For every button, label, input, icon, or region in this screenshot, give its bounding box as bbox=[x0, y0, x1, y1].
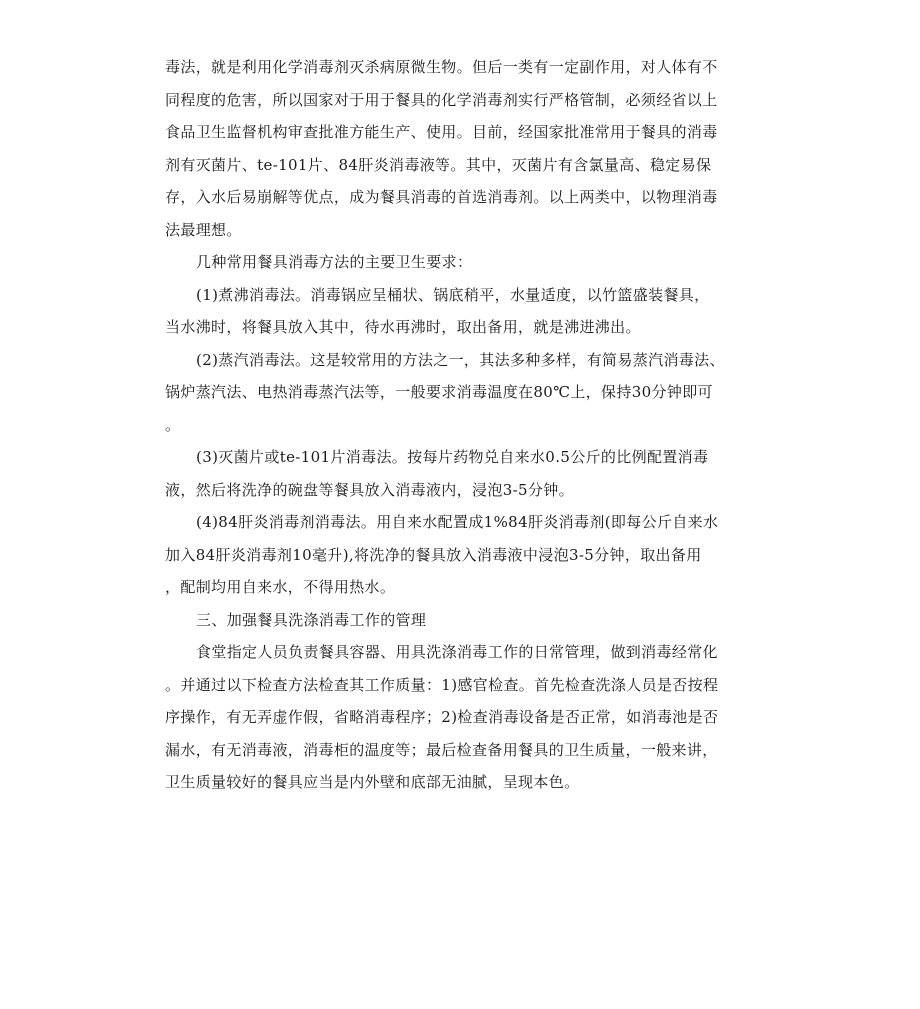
text-line: 液，然后将洗净的碗盘等餐具放入消毒液内，浸泡3-5分钟。 bbox=[165, 480, 574, 499]
text-line: 序操作，有无弄虚作假，省略消毒程序；2)检查消毒设备是否正常，如消毒池是否 bbox=[165, 708, 719, 726]
text-line: 。 bbox=[165, 415, 181, 434]
text-line: (2)蒸汽消毒法。这是较常用的方法之一，其法多种多样，有简易蒸汽消毒法、 bbox=[196, 350, 725, 369]
document-body bbox=[165, 51, 757, 799]
text-line: 剂有灭菌片、te-101片、84肝炎消毒液等。其中，灭菌片有含氯量高、稳定易保 bbox=[165, 155, 712, 174]
text-line: (4)84肝炎消毒剂消毒法。用自来水配置成1%84肝炎消毒剂(即每公斤自来水 bbox=[196, 513, 719, 531]
text-line: 锅炉蒸汽法、电热消毒蒸汽法等，一般要求消毒温度在80℃上，保持30分钟即可 bbox=[165, 383, 713, 401]
text-line: 卫生质量较好的餐具应当是内外壁和底部无油腻，呈现本色。 bbox=[165, 773, 580, 791]
text-line: 漏水，有无消毒液，消毒柜的温度等；最后检查备用餐具的卫生质量，一般来讲， bbox=[165, 740, 718, 759]
text-line: 毒法，就是利用化学消毒剂灭杀病原微生物。但后一类有一定副作用，对人体有不 bbox=[165, 58, 718, 76]
text-line: 当水沸时，将餐具放入其中，待水再沸时，取出备用，就是沸进沸出。 bbox=[165, 318, 641, 336]
text-line: 加入84肝炎消毒剂10毫升),将洗净的餐具放入消毒液中浸泡3-5分钟，取出备用 bbox=[165, 545, 702, 564]
text-line: ，配制均用自来水，不得用热水。 bbox=[165, 578, 396, 596]
section-heading: 几种常用餐具消毒方法的主要卫生要求： bbox=[196, 253, 473, 271]
text-line: (1)煮沸消毒法。消毒锅应呈桶状、锅底稍平，水量适度，以竹篮盛装餐具， bbox=[196, 285, 710, 304]
text-line: 。并通过以下检查方法检查其工作质量：1)感官检查。首先检查洗涤人员是否按程 bbox=[165, 675, 719, 694]
text-line: 法最理想。 bbox=[165, 220, 242, 239]
text-line: (3)灭菌片或te-101片消毒法。按每片药物兑自来水0.5公斤的比例配置消毒 bbox=[196, 448, 709, 466]
text-line: 食品卫生监督机构审查批准方能生产、使用。目前，经国家批准常用于餐具的消毒 bbox=[165, 123, 718, 141]
text-line: 同程度的危害，所以国家对于用于餐具的化学消毒剂实行严格管制，必须经省以上 bbox=[165, 90, 718, 109]
text-line: 存，入水后易崩解等优点，成为餐具消毒的首选消毒剂。以上两类中，以物理消毒 bbox=[165, 188, 718, 206]
text-line: 食堂指定人员负责餐具容器、用具洗涤消毒工作的日常管理，做到消毒经常化 bbox=[196, 643, 718, 661]
section-heading: 三、加强餐具洗涤消毒工作的管理 bbox=[196, 610, 427, 629]
